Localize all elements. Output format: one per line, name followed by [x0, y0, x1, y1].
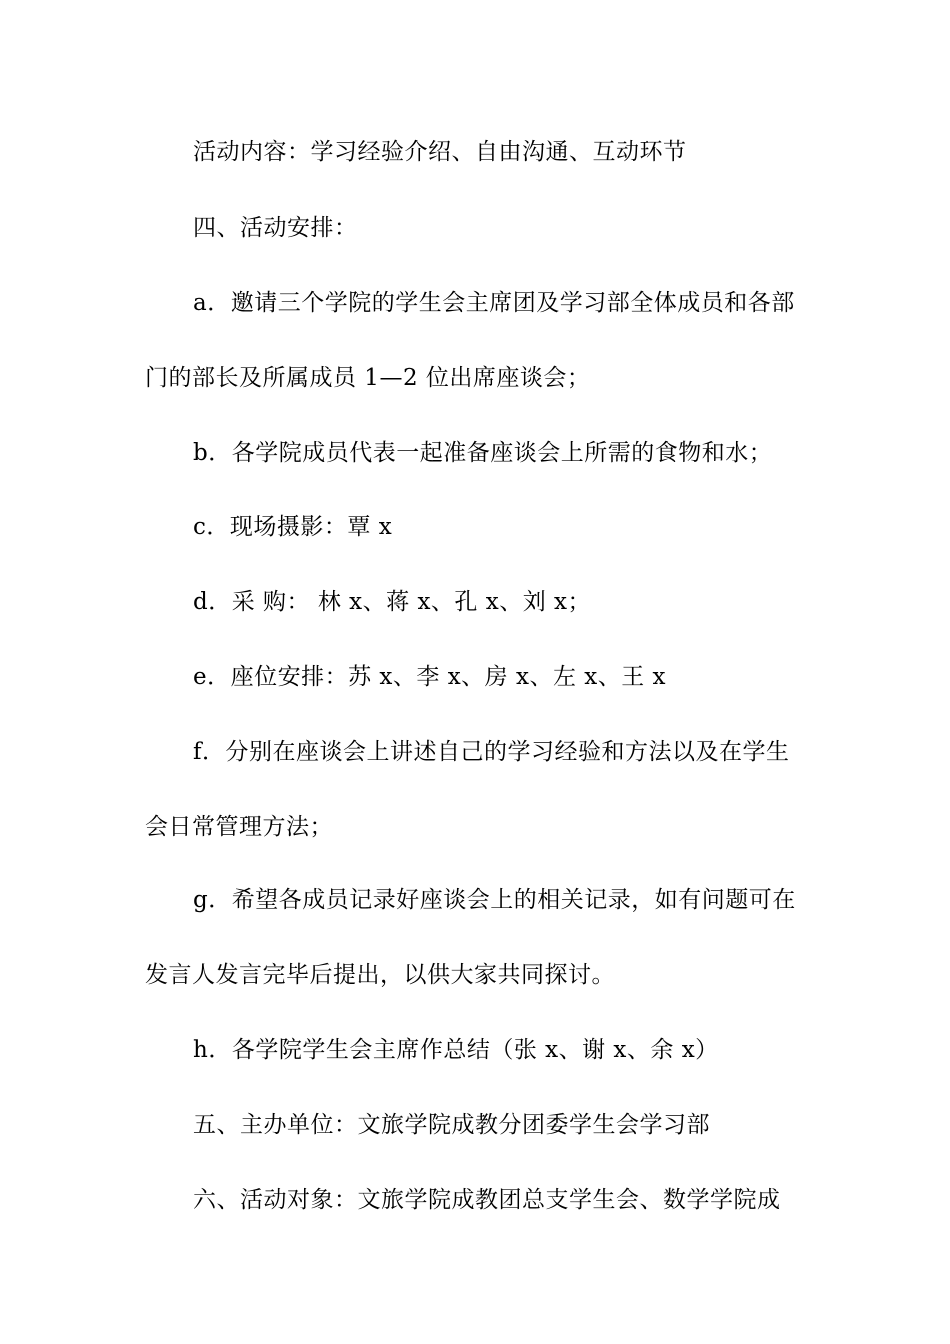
item-f-line-2: 会日常管理方法；	[145, 814, 333, 840]
item-g-line-2: 发言人发言完毕后提出，以供大家共同探讨。	[145, 962, 615, 988]
item-a-line-1: a．邀请三个学院的学生会主席团及学习部全体成员和各部	[193, 290, 795, 316]
item-d-line: d．采 购： 林 x、蒋 x、孔 x、刘 x；	[193, 589, 591, 615]
item-e-line: e．座位安排：苏 x、李 x、房 x、左 x、王 x	[193, 664, 667, 690]
item-h-line: h．各学院学生会主席作总结（张 x、谢 x、余 x）	[193, 1037, 719, 1063]
section-four-heading: 四、活动安排：	[193, 215, 358, 241]
section-six-line: 六、活动对象：文旅学院成教团总支学生会、数学学院成	[193, 1187, 781, 1213]
section-five-line: 五、主办单位：文旅学院成教分团委学生会学习部	[193, 1112, 710, 1138]
item-a-line-2: 门的部长及所属成员 1—2 位出席座谈会；	[145, 365, 591, 391]
item-g-line-1: g．希望各成员记录好座谈会上的相关记录，如有问题可在	[193, 887, 796, 913]
item-c-line: c．现场摄影：覃 x	[193, 514, 393, 540]
item-f-line-1: f．分别在座谈会上讲述自己的学习经验和方法以及在学生	[193, 739, 790, 765]
activity-content-line: 活动内容：学习经验介绍、自由沟通、互动环节	[193, 139, 687, 165]
item-b-line: b．各学院成员代表一起准备座谈会上所需的食物和水；	[193, 440, 773, 466]
